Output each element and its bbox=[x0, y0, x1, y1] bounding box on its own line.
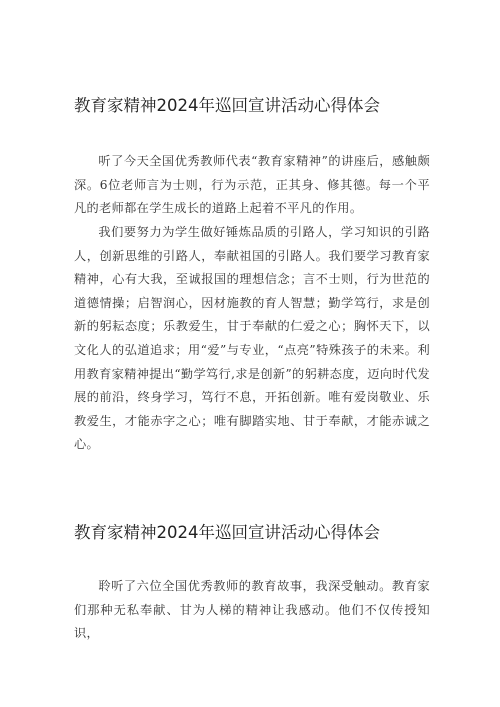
section-1-paragraph-2: 我们要努力为学生做好锤炼品质的引路人，学习知识的引路人，创新思维的引路人，奉献祖国的引路人。我们要学习教育家精神，心有大我，至诚报国的理想信念；言不士则，行为世范的道德情操；启智润心，因材施教的育人智慧；勤学笃行，求是创新的躬耘态度；乐教爱生，甘于奉献的仁爱之心；胸怀天下，以文化人的弘道追求；用“爱”与专业，“点亮”特殊孩子的未来。利用教育家精神提出“勤学笃行,求是创新”的躬耕态度，迈向时代发展的前沿，终身学习，笃行不息，开拓创新。唯有爱岗敬业、乐教爱生，才能赤字之心；唯有脚踏实地、甘于奉献，才能赤诚之心。 bbox=[74, 225, 430, 452]
section-2-paragraph-1: 聆听了六位全国优秀教师的教育故事，我深受触动。教育家们那种无私奉献、甘为人梯的精神让我感动。他们不仅传授知识， bbox=[74, 579, 430, 641]
section-1-paragraph-1: 听了今天全国优秀教师代表“教育家精神”的讲座后，感触颇深。6位老师言为士则，行为示范，正其身、修其德。每一个平凡的老师都在学生成长的道路上起着不平凡的作用。 bbox=[74, 154, 430, 216]
section-2-heading: 教育家精神2024年巡回宣讲活动心得体会 bbox=[74, 523, 380, 542]
section-1-heading: 教育家精神2024年巡回宣讲活动心得体会 bbox=[74, 96, 380, 115]
